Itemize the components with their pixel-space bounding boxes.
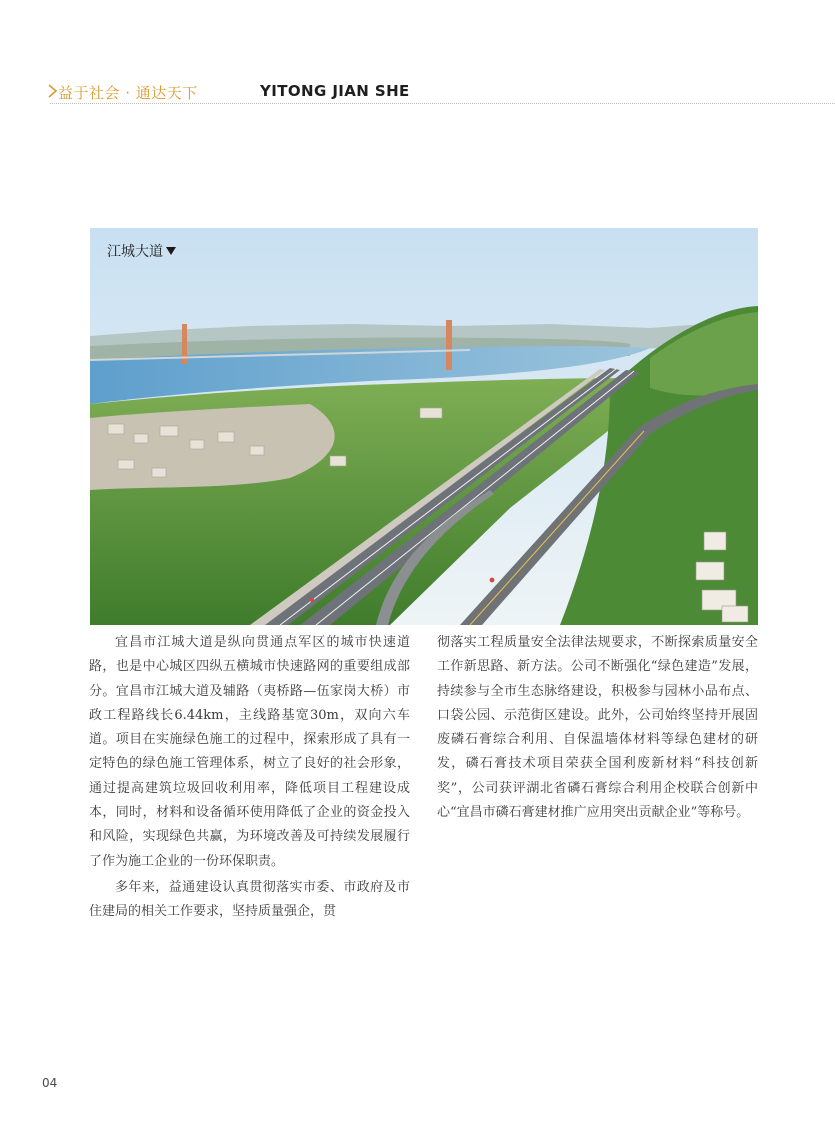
section-header <box>46 80 835 104</box>
triangle-down-icon <box>166 247 176 255</box>
photo-caption <box>107 241 176 261</box>
article-left-column <box>89 631 410 925</box>
section-title-cn: 益于社会 · 通达天下 <box>58 84 198 102</box>
paragraph: 彻落实工程质量安全法律法规要求，不断探索质量安全工作新思路、新方法。公司不断强化“绿色建造”发展，持续参与全市生态脉络建设，积极参与园林小品布点、口袋公园、示范街区建设。此外，公司始终坚持开展固废磷石膏综合利用、自保温墙体材料等绿色建材的研发，磷石膏技术项目荣获全国利废新材料“科技创新奖”，公司获评湖北省磷石膏综合利用企校联合创新中心“宜昌市磷石膏建材推广应用突出贡献企业”等称号。 <box>437 635 758 821</box>
jiangcheng-avenue-illustration <box>90 228 758 625</box>
photo-caption-text: 江城大道 <box>107 244 163 260</box>
header-divider <box>50 103 835 104</box>
paragraph: 多年来，益通建设认真贯彻落实市委、市政府及市住建局的相关工作要求，坚持质量强企，贯 <box>89 879 410 920</box>
chevron-right-icon <box>46 83 58 99</box>
aerial-photo <box>90 228 758 625</box>
article-right-column <box>437 631 758 825</box>
section-title-en: YITONG JIAN SHE <box>260 82 410 100</box>
page-number: 04 <box>42 1076 58 1090</box>
paragraph: 宜昌市江城大道是纵向贯通点军区的城市快速道路，也是中心城区四纵五横城市快速路网的重要组成部分。宜昌市江城大道及辅路（夷桥路—伍家岗大桥）市政工程路线长6.44km，主线路基宽30m，双向六车道。项目在实施绿色施工的过程中，探索形成了具有一定特色的绿色施工管理体系，树立了良好的社会形象，通过提高建筑垃圾回收利用率，降低项目工程建设成本，同时，材料和设备循环使用降低了企业的资金投入和风险，实现绿色共赢，为环境改善及可持续发展履行了作为施工企业的一份环保职责。 <box>89 635 410 869</box>
